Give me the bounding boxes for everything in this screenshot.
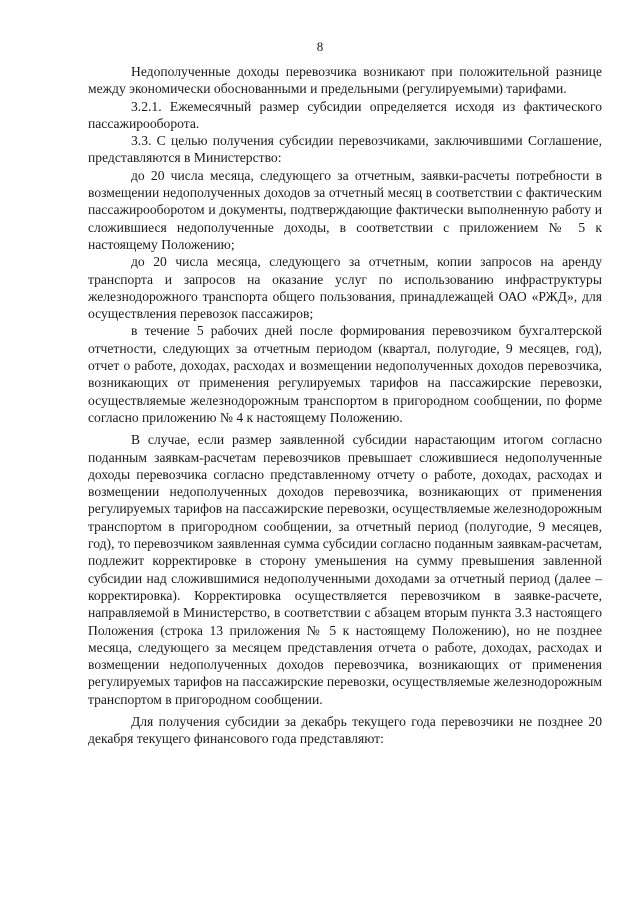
paragraph-december-subsidy: Для получения субсидии за декабрь текущего года перевозчики не позднее 20 декабря текущего финансового года представляют: <box>88 713 602 747</box>
paragraph-3-2-1: 3.2.1. Ежемесячный размер субсидии определяется исходя из фактического пассажирооборота. <box>88 98 602 131</box>
page-number: 8 <box>316 39 324 54</box>
document-body <box>88 63 602 748</box>
paragraph-accounting-report: в течение 5 рабочих дней после формирования перевозчиком бухгалтерской отчетности, следующих за отчетным периодом (квартал, полугодие, 9 месяцев, год), отчет о работе, доходах, расходах и возмещении недополученных доходов перевозчика, возникающих от применения регулируемых тарифов на пассажирские перевозки, осуществляемые железнодорожным транспортом в пригородном сообщении, по форме согласно приложению № 4 к настоящему Положению. <box>88 323 602 425</box>
paragraph-3-3: 3.3. С целью получения субсидии перевозчиками, заключившими Соглашение, представляются в Министерство: <box>88 133 602 166</box>
paragraph-correction: В случае, если размер заявленной субсидии нарастающим итогом согласно поданным заявкам-расчетам перевозчиков превышает сложившиеся недополученные доходы перевозчика согласно представленному отчету о работе, доходах, расходах и возмещении недополученных доходов перевозчика, возникающих от применения регулируемых тарифов на пассажирские перевозки, осуществляемые железнодорожным транспортом в пригородном сообщении, за отчетный период (полугодие, 9 месяцев, год), то перевозчиком заявленная сумма субсидии согласно поданным заявкам-расчетам, подлежит корректировке в сторону уменьшения на сумму превышения завленной субсидии над сложившимися недополученными доходами за отчетный период (далее – корректировка). Корректировка осуществляется перевозчиком в заявке-расчете, направляемой в Министерство, в соответствии с абзацем вторым пункта 3.3 настоящего Положения (строка 13 приложения № 5 к настоящему Положению), но не позднее месяца, следующего за месяцем представления отчета о работе, доходах, расходах и возмещении недополученных доходов перевозчика, возникающих от применения регулируемых тарифов на пассажирские перевозки, осуществляемые железнодорожным транспортом в пригородном сообщении. <box>88 432 602 707</box>
paragraph-rental-requests: до 20 числа месяца, следующего за отчетным, копии запросов на аренду транспорта и запросов на оказание услуг по использованию инфраструктуры железнодорожного транспорта общего пользования, принадлежащей ОАО «РЖД», для осуществления перевозок пассажиров; <box>88 254 602 322</box>
paragraph-monthly-applications: до 20 числа месяца, следующего за отчетным, заявки-расчеты потребности в возмещении недополученных доходов за отчетный месяц в соответствии с фактическим пассажирооборотом и документы, подтверждающие фактически выполненную работу и сложившиеся недополученные доходы, в соответствии с приложением № 5 к настоящему Положению; <box>88 167 602 252</box>
paragraph-unearned-income: Недополученные доходы перевозчика возникают при положительной разнице между экономически обоснованными и предельными (регулируемыми) тарифами. <box>88 64 602 97</box>
